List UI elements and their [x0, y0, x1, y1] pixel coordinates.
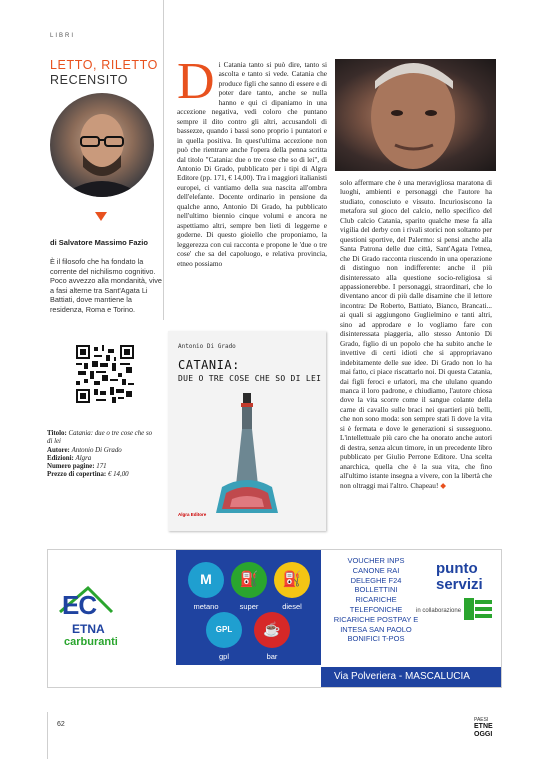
- address: Via Polveriera - MASCALUCIA: [334, 671, 470, 682]
- info-label: Edizioni:: [47, 454, 74, 462]
- book-cover-title: CATANIA:: [178, 358, 240, 372]
- drop-cap: D: [177, 53, 215, 110]
- book-cover: [168, 331, 326, 531]
- author-byline: di Salvatore Massimo Fazio: [50, 238, 148, 247]
- fuel-pump-icon: ⛽: [231, 562, 267, 598]
- voucher-item: CANONE RAI: [352, 565, 400, 575]
- rubric-title: LETTO, RILETTO: [50, 58, 158, 72]
- page-number: 62: [57, 721, 65, 728]
- voucher-item: TELEFONICHE: [349, 604, 403, 614]
- info-value: Algra: [75, 454, 92, 462]
- info-value: € 14,00: [107, 471, 129, 479]
- book-cover-publisher: Algra Editore: [178, 512, 207, 517]
- info-label: Prezzo di copertina:: [47, 471, 107, 479]
- voucher-item: INTESA SAN PAOLO: [340, 624, 412, 634]
- magazine-logo-line3: OGGI: [474, 731, 493, 738]
- author-bio: È il filosofo che ha fondato la corrente del nichilismo cognitivo. Poco avvezzo alla mondanità, vive a fasi alterne tra Sant'Agata Li Battiati, dove mantiene la residenza, Roma e Torino.: [50, 257, 162, 314]
- voucher-item: BONIFICI T-POS: [347, 634, 405, 644]
- book-cover-author: Antonio Di Grado: [178, 343, 236, 350]
- end-mark-icon: ◆: [440, 480, 446, 490]
- page-margin-line: [47, 712, 48, 759]
- metano-icon: M: [188, 562, 224, 598]
- book-info-box: [47, 430, 153, 480]
- fuel-pump-icon: ⛽: [274, 562, 310, 598]
- brand-carburanti: carburanti: [64, 636, 118, 648]
- info-label: Numero pagine:: [47, 463, 95, 471]
- article-text: i Catania tanto si può dire, tanto si ascolta e tanto si vede. Catania che produce figli che sanno di essere e di poter dare tanto, anche se nulla hanno e qui ci dipaniamo in una accezione negativa, vedi coloro che puntano sempre il dito contro gli altri, accusandoli di bassezze, quando i bassi sono proprio i puntatori e in quella positiva. In quest'ultima accezione non può che rientrare anche l'opera della penna scritta dal titolo "Catania: due o tre cose che so di lei", di Antonio Di Grado, pubblicato per i tipi di Algra Editore (pp. 171, € 14,00). Tra i maggiori italianisti europei, ci vantiamo della sua nascita all'ombra dell'elefante. Docente ordinario in pensione da qualche anno, Antonio Di Grado, ha pubblicato nell'ultimo biennio cinque volumi e ancora ne aspettiamo altri, sempre ben lieti di leggerne e goderne. Di questo gioiello che proponiamo, la leggerezza con cui racconta e propone le 'due o tre cose' che sa del capoluogo, e relativa provincia, etneo possiamo: [177, 60, 327, 268]
- author-photo: [335, 59, 496, 171]
- triangle-down-icon: [95, 212, 107, 221]
- qr-code-icon[interactable]: [76, 345, 134, 403]
- punto-servizi-logo: punto: [436, 560, 478, 577]
- punto-servizi-logo-line2: servizi: [436, 576, 483, 593]
- coffee-cup-icon: ☕: [254, 612, 290, 648]
- voucher-item: RICARICHE: [355, 595, 397, 605]
- article-column-1: [177, 53, 327, 268]
- info-value: Antonio Di Grado: [71, 446, 122, 454]
- gpl-icon: GPL: [206, 612, 242, 648]
- service-label: diesel: [282, 602, 302, 611]
- brand-etna: ETNA: [72, 622, 105, 636]
- section-label: LIBRI: [50, 33, 76, 39]
- column-divider: [163, 0, 164, 320]
- info-label: Autore:: [47, 446, 70, 454]
- service-label: bar: [266, 652, 278, 661]
- service-label: super: [239, 602, 259, 611]
- article-text: solo affermare che è una meravigliosa maratona di luoghi, ambienti e personaggi che l'autore ha studiato, conosciuto e vissuto. Incuriosiscono la metafora sul gioco del calcio, nello specifico del Club calcio Catania, sparito qualche mese fa alla vigilia del derby con i rivali storici non soltanto per questioni sportive, del Palermo: si pensi anche alla Santa Patrona delle due città, Sant'Agata l'etnea, che Di Grado racconta riuscendo in una operazione di distinguo non indifferente: anche il più disinteressato alla questione socio-religiosa si appassionerebbe. I personaggi, straordinari, che lo diventano ancor di più dalle disamine che il lettore incontra: De Roberto, Battiato, Bianco, Brancati... ai quali si aggiungono Guglielmino e tanti altri, sino ad approdare e lo vogliamo fare con disinteressata piaggeria, allo stesso Antonio Di Grado, figlio di un popolo che ha subito anche le invettive di certi idioti che si appropriavano indebitamente delle sue idee. Di Grado non lo ha mai fatto, ci piace riscattarlo noi. Di questa Catania, dai figli feroci e urlatori, ma che ululano quando manca il loro padrone, e chiudiamo, l'autore chiosa dove la vita scorre come il sangue colante della carne di cavallo sulle braci nei quartieri più belli, che non sono moda: son sempre stati lì dove la vita si è fermata e dove le generazioni si susseguono. L'intellettuale più caro che ha onorato anche autori di destra, senza alcun timore, in un precedente libro pubblicato per Giulio Perrone Editore. Una scelta anarchica, quella che è la sua vita, che fino all'ultimo istante insegna a vivere, con la libertà che non oltraggi mai l'altro. Chapeau!: [340, 178, 492, 490]
- voucher-item: RICARICHE POSTPAY E: [333, 614, 419, 624]
- advertisement[interactable]: [47, 549, 502, 688]
- voucher-item: DELEGHE F24: [350, 575, 402, 585]
- rubric-subtitle: RECENSITO: [50, 73, 129, 87]
- brand-ec: EC: [62, 590, 97, 620]
- info-value: Catania: due o tre cose che so di lei: [47, 430, 153, 446]
- partner-logo-icon: [464, 598, 492, 620]
- info-label: Titolo:: [47, 430, 67, 437]
- magazine-logo-line2: ETNE: [474, 723, 493, 730]
- services-panel: [176, 550, 321, 665]
- magazine-logo-line1: PAESI: [474, 717, 489, 723]
- article-column-2: [340, 178, 492, 490]
- voucher-list: [325, 556, 427, 644]
- author-portrait: [50, 93, 154, 197]
- voucher-item: VOUCHER INPS: [347, 556, 405, 565]
- info-value: 171: [96, 463, 107, 471]
- book-cover-subtitle: DUE O TRE COSE CHE SO DI LEI: [178, 374, 322, 383]
- collaboration-note: in collaborazione: [416, 608, 462, 614]
- service-label: gpl: [218, 652, 229, 661]
- service-label: metano: [193, 602, 219, 611]
- voucher-item: BOLLETTINI: [354, 585, 398, 595]
- lighthouse-illustration: [212, 389, 282, 519]
